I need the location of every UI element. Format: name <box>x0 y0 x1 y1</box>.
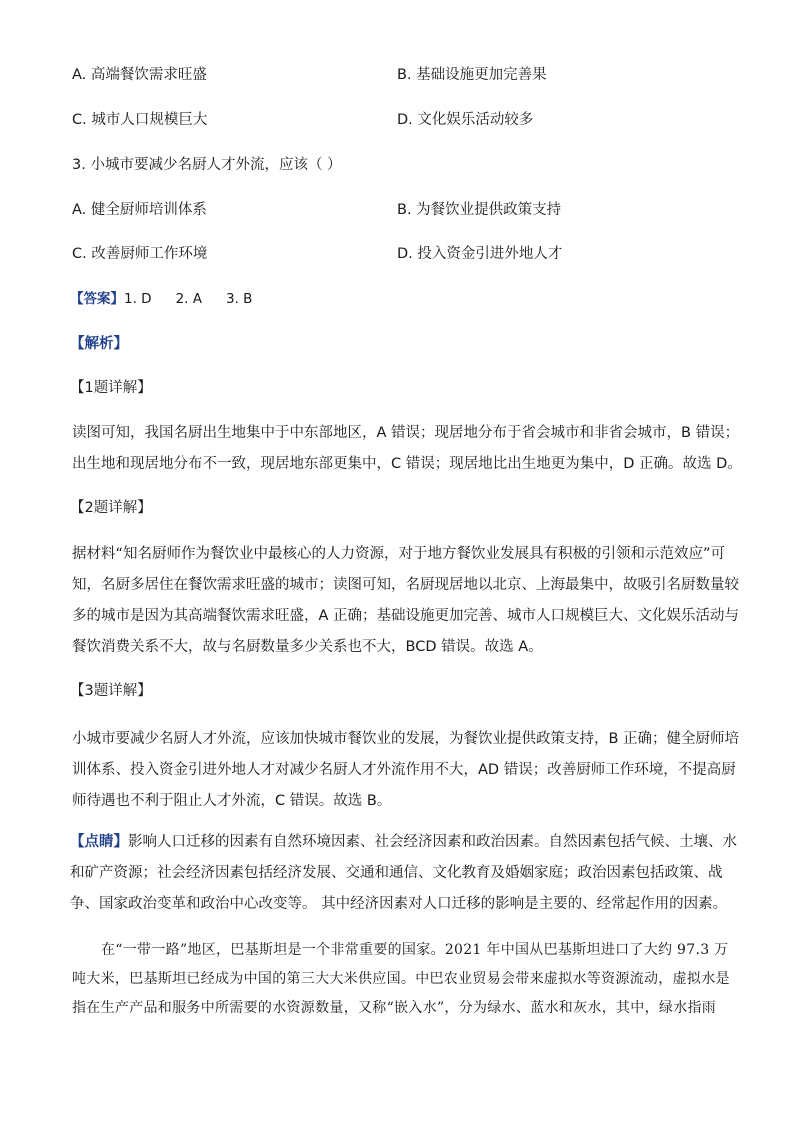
answer-item-3: 3. B <box>226 291 253 307</box>
q2-option-c[interactable]: C. 城市人口规模巨大 <box>72 112 208 128</box>
q3-options-row-2 <box>72 243 722 265</box>
q3-stem: 3. 小城市要减少名厨人才外流，应该（ ） <box>72 157 342 173</box>
q2-options-row-2 <box>72 109 722 131</box>
detail-2-line-2: 知，名厨多居住在餐饮需求旺盛的城市；读图可知，名厨现居地以北京、上海最集中，故吸引名厨数量较 <box>72 577 739 593</box>
detail-3-line-1: 小城市要减少名厨人才外流，应该加快城市餐饮业的发展，为餐饮业提供政策支持，B 正确；健全厨师培 <box>72 731 740 747</box>
analysis-label: 【解析】 <box>70 336 128 352</box>
answer-item-1: 1. D <box>124 291 152 307</box>
detail-2-line-1: 据材料“知名厨师作为餐饮业中最核心的人力资源，对于地方餐饮业发展具有积极的引领和示范效应”可 <box>72 546 726 562</box>
q2-option-b[interactable]: B. 基础设施更加完善果 <box>397 67 547 83</box>
detail-1-line-2: 出生地和现居地分布不一致，现居地东部更集中，C 错误；现居地比出生地更为集中，D 正确。故选 D。 <box>72 456 742 472</box>
detail-2-paragraph <box>72 539 740 663</box>
point-line-2: 和矿产资源；社会经济因素包括经济发展、交通和通信、文化教育及婚姻家庭；政治因素包括政策、战 <box>70 865 723 881</box>
reading-line-2: 吨大米，巴基斯坦已经成为中国的第三大大米供应国。中巴农业贸易会带来虚拟水等资源流动，虚拟水是 <box>72 971 730 987</box>
q3-option-c[interactable]: C. 改善厨师工作环境 <box>72 246 208 262</box>
q3-options-row-1 <box>72 199 722 221</box>
detail-1-label: 【1题详解】 <box>70 380 152 396</box>
reading-line-1: 在“一带一路”地区，巴基斯坦是一个非常重要的国家。2021 年中国从巴基斯坦进口了大约 97.3 万 <box>101 942 729 958</box>
detail-3-line-3: 师待遇也不利于阻止人才外流，C 错误。故选 B。 <box>72 793 392 809</box>
detail-3-line-2: 训体系、投入资金引进外地人才对减少名厨人才外流作用不大，AD 错误；改善厨师工作环境，不提高厨 <box>72 762 736 778</box>
detail-2-line-4: 餐饮消费关系不大，故与名厨数量多少关系也不大，BCD 错误。故选 A。 <box>72 639 543 655</box>
q2-options-row-1 <box>72 64 722 86</box>
point-line-1 <box>70 827 737 858</box>
answer-item-2: 2. A <box>175 291 202 307</box>
q3-option-a[interactable]: A. 健全厨师培训体系 <box>72 202 207 218</box>
reading-line-3: 指在生产产品和服务中所需要的水资源数量，又称“嵌入水”，分为绿水、蓝水和灰水，其中，绿水指雨 <box>72 1000 717 1016</box>
detail-1-line-1: 读图可知，我国名厨出生地集中于中东部地区，A 错误；现居地分布于省会城市和非省会城市，B 错误； <box>72 425 740 441</box>
answer-line <box>70 288 252 310</box>
detail-3-label: 【3题详解】 <box>70 683 152 699</box>
detail-3-paragraph <box>72 724 740 817</box>
reading-paragraph <box>72 936 730 1023</box>
point-paragraph <box>70 827 737 920</box>
point-line-3: 争、国家政治变革和政治中心改变等。 其中经济因素对人口迁移的影响是主要的、经常起作用的因素。 <box>70 896 728 912</box>
point-line-1-text: 影响人口迁移的因素有自然环境因素、社会经济因素和政治因素。自然因素包括气候、土壤、水 <box>128 834 737 850</box>
q2-option-a[interactable]: A. 高端餐饮需求旺盛 <box>72 67 207 83</box>
detail-2-label: 【2题详解】 <box>70 500 152 516</box>
point-label: 【点睛】 <box>70 834 128 850</box>
q3-option-b[interactable]: B. 为餐饮业提供政策支持 <box>397 202 562 218</box>
q2-option-d[interactable]: D. 文化娱乐活动较多 <box>397 112 534 128</box>
detail-1-paragraph <box>72 418 742 480</box>
answer-label: 【答案】 <box>70 291 124 307</box>
q3-option-d[interactable]: D. 投入资金引进外地人才 <box>397 246 563 262</box>
detail-2-line-3: 多的城市是因为其高端餐饮需求旺盛，A 正确；基础设施更加完善、城市人口规模巨大、文化娱乐活动与 <box>72 608 740 624</box>
